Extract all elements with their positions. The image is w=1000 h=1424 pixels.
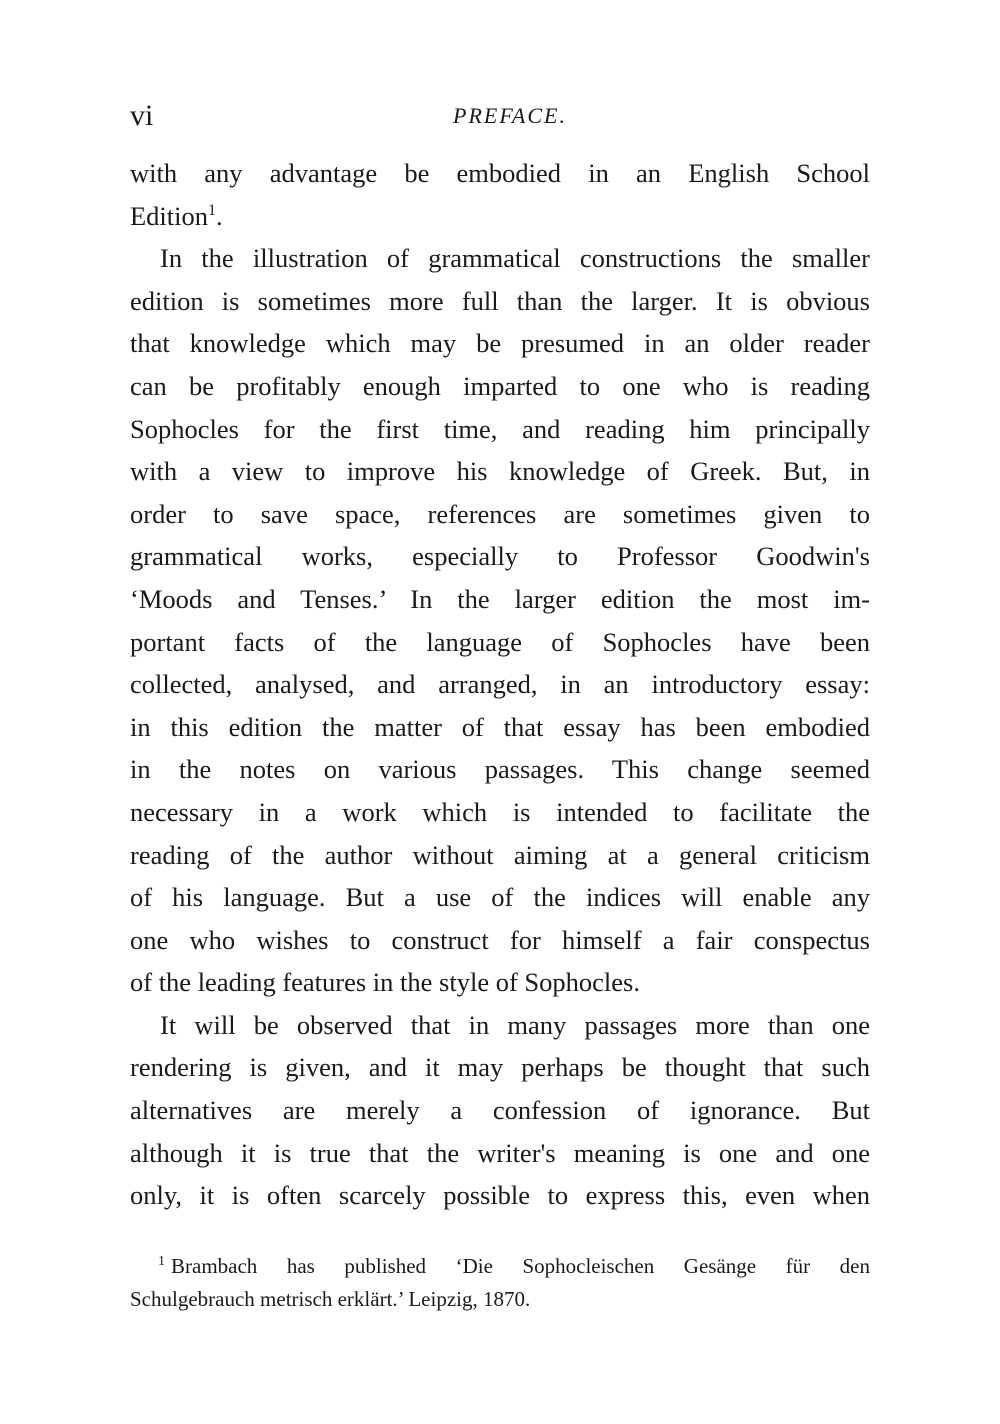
text-line <box>130 195 870 238</box>
text-line: collected, analysed, and arranged, in an introductory essay: <box>130 669 870 700</box>
footnote <box>130 1250 870 1316</box>
text-line: although it is true that the writer's meaning is one and one <box>130 1137 870 1168</box>
text-line: that knowledge which may be presumed in an older reader <box>130 328 870 359</box>
footnote-line: Schulgebrauch metrisch erklärt.’ Leipzig, 1870. <box>130 1287 531 1311</box>
text-line: of the leading features in the style of Sophocles. <box>130 967 640 998</box>
text-line: order to save space, references are sometimes given to <box>130 498 870 529</box>
footnote-line <box>130 1250 870 1283</box>
text-line: reading of the author without aiming at a general criticism <box>130 839 870 870</box>
text-line: in the notes on various passages. This change seemed <box>130 754 870 785</box>
page-number: vi <box>130 99 154 132</box>
text-line: edition is sometimes more full than the larger. It is obvious <box>130 285 870 316</box>
footnote-reference: 1 <box>208 201 217 219</box>
text-line: rendering is given, and it may perhaps be thought that such <box>130 1052 870 1083</box>
text-line: portant facts of the language of Sophocles have been <box>130 626 870 657</box>
text-line: ‘Moods and Tenses.’ In the larger edition the most im- <box>130 583 870 614</box>
text-line: Sophocles for the first time, and reading him principally <box>130 413 870 444</box>
running-title: PREFACE. <box>453 103 567 128</box>
text-line-content: Edition <box>130 200 209 231</box>
running-head <box>130 96 870 136</box>
sentence-period: . <box>216 200 223 231</box>
body-text <box>130 152 870 1217</box>
text-line: of his language. But a use of the indices will enable any <box>130 882 870 913</box>
footnote-text: Brambach has published ‘Die Sophocleischen Gesänge für den <box>171 1254 870 1278</box>
text-line: with a view to improve his knowledge of Greek. But, in <box>130 456 870 487</box>
text-line: alternatives are merely a confession of ignorance. But <box>130 1095 870 1126</box>
paragraph-first-line: In the illustration of grammatical constructions the smaller <box>160 243 870 274</box>
text-line: one who wishes to construct for himself a fair conspectus <box>130 924 870 955</box>
text-line: with any advantage be embodied in an English School <box>130 158 870 188</box>
text-line: only, it is often scarcely possible to express this, even when <box>130 1180 870 1211</box>
text-line: can be profitably enough imparted to one who is reading <box>130 370 870 401</box>
paragraph-first-line: It will be observed that in many passages more than one <box>160 1009 870 1040</box>
text-line: grammatical works, especially to Professor Goodwin's <box>130 541 870 572</box>
footnote-mark: 1 <box>158 1254 165 1269</box>
text-line: in this edition the matter of that essay has been embodied <box>130 711 870 742</box>
text-line: necessary in a work which is intended to facilitate the <box>130 796 870 827</box>
